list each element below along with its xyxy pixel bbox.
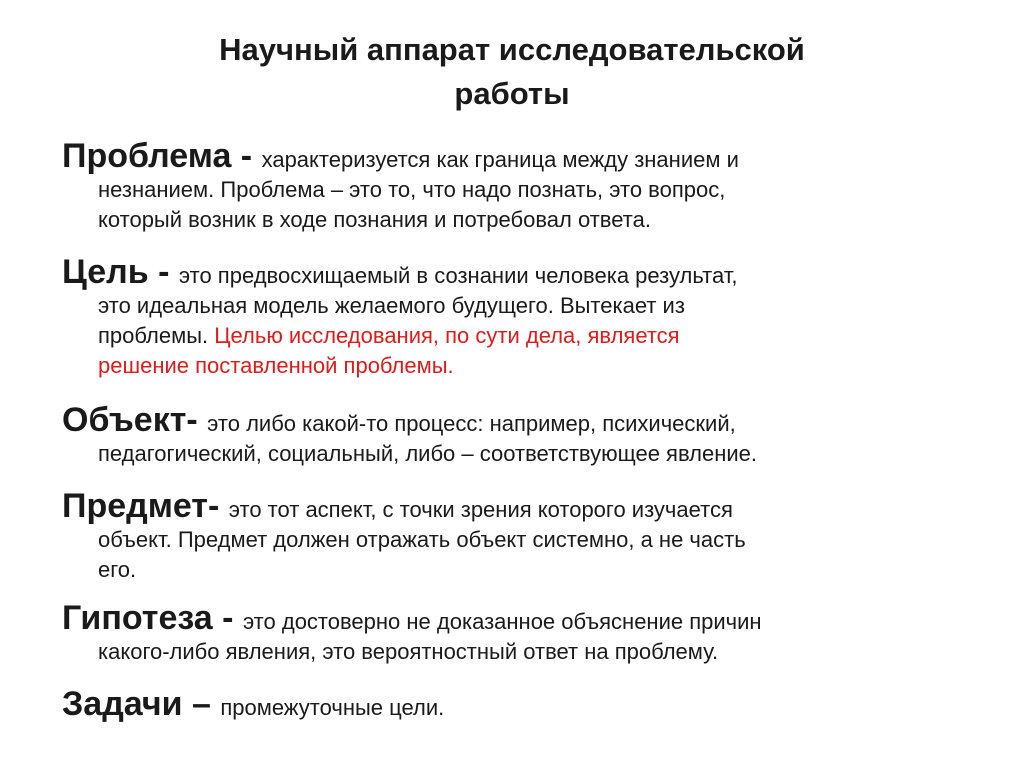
definition-text: это либо какой-то процесс: например, психический, xyxy=(207,411,736,436)
term-tasks: Задачи xyxy=(62,685,183,723)
definition-text: это тот аспект, с точки зрения которого изучается xyxy=(228,497,733,522)
definition-problem xyxy=(62,138,962,235)
highlighted-line: решение поставленной проблемы. xyxy=(98,353,454,378)
definition-goal xyxy=(62,254,962,381)
definition-line: это идеальная модель желаемого будущего. Вытекает из xyxy=(98,293,685,318)
definition-hypothesis xyxy=(62,600,962,667)
separator: - xyxy=(186,401,208,439)
highlighted-text: Целью исследования, по сути дела, является xyxy=(214,323,680,348)
definition-tasks xyxy=(62,686,962,723)
term-goal: Цель xyxy=(62,253,149,291)
separator: - xyxy=(212,599,243,637)
definition-text: характеризуется как граница между знанием и xyxy=(261,147,739,172)
definition-text: промежуточные цели. xyxy=(220,695,445,720)
definition-text: это предвосхищаемый в сознании человека результат, xyxy=(178,263,738,288)
title-line-1: Научный аппарат исследовательской xyxy=(219,32,805,67)
definition-line: какого-либо явления, это вероятностный ответ на проблему. xyxy=(98,639,719,664)
title-line-2: работы xyxy=(454,76,570,111)
definition-line: незнанием. Проблема – это то, что надо познать, это вопрос, xyxy=(98,177,726,202)
term-subject: Предмет xyxy=(62,487,208,525)
slide-title xyxy=(112,28,912,116)
term-hypothesis: Гипотеза xyxy=(62,599,213,637)
definition-line: педагогический, социальный, либо – соответствующее явление. xyxy=(98,441,758,466)
term-object: Объект xyxy=(62,401,187,439)
separator: - xyxy=(207,487,229,525)
definition-line: его. xyxy=(98,557,137,582)
definition-text: это достоверно не доказанное объяснение причин xyxy=(242,609,762,634)
separator: - xyxy=(148,253,179,291)
definition-line-mixed xyxy=(62,321,962,351)
definition-object xyxy=(62,402,962,469)
definition-line: объект. Предмет должен отражать объект системно, а не часть xyxy=(98,527,746,552)
separator: – xyxy=(182,685,221,723)
term-problem: Проблема xyxy=(62,137,232,175)
definition-text: проблемы. xyxy=(98,323,215,348)
definition-subject xyxy=(62,488,962,585)
separator: - xyxy=(231,137,262,175)
definition-line: который возник в ходе познания и потребовал ответа. xyxy=(98,207,651,232)
